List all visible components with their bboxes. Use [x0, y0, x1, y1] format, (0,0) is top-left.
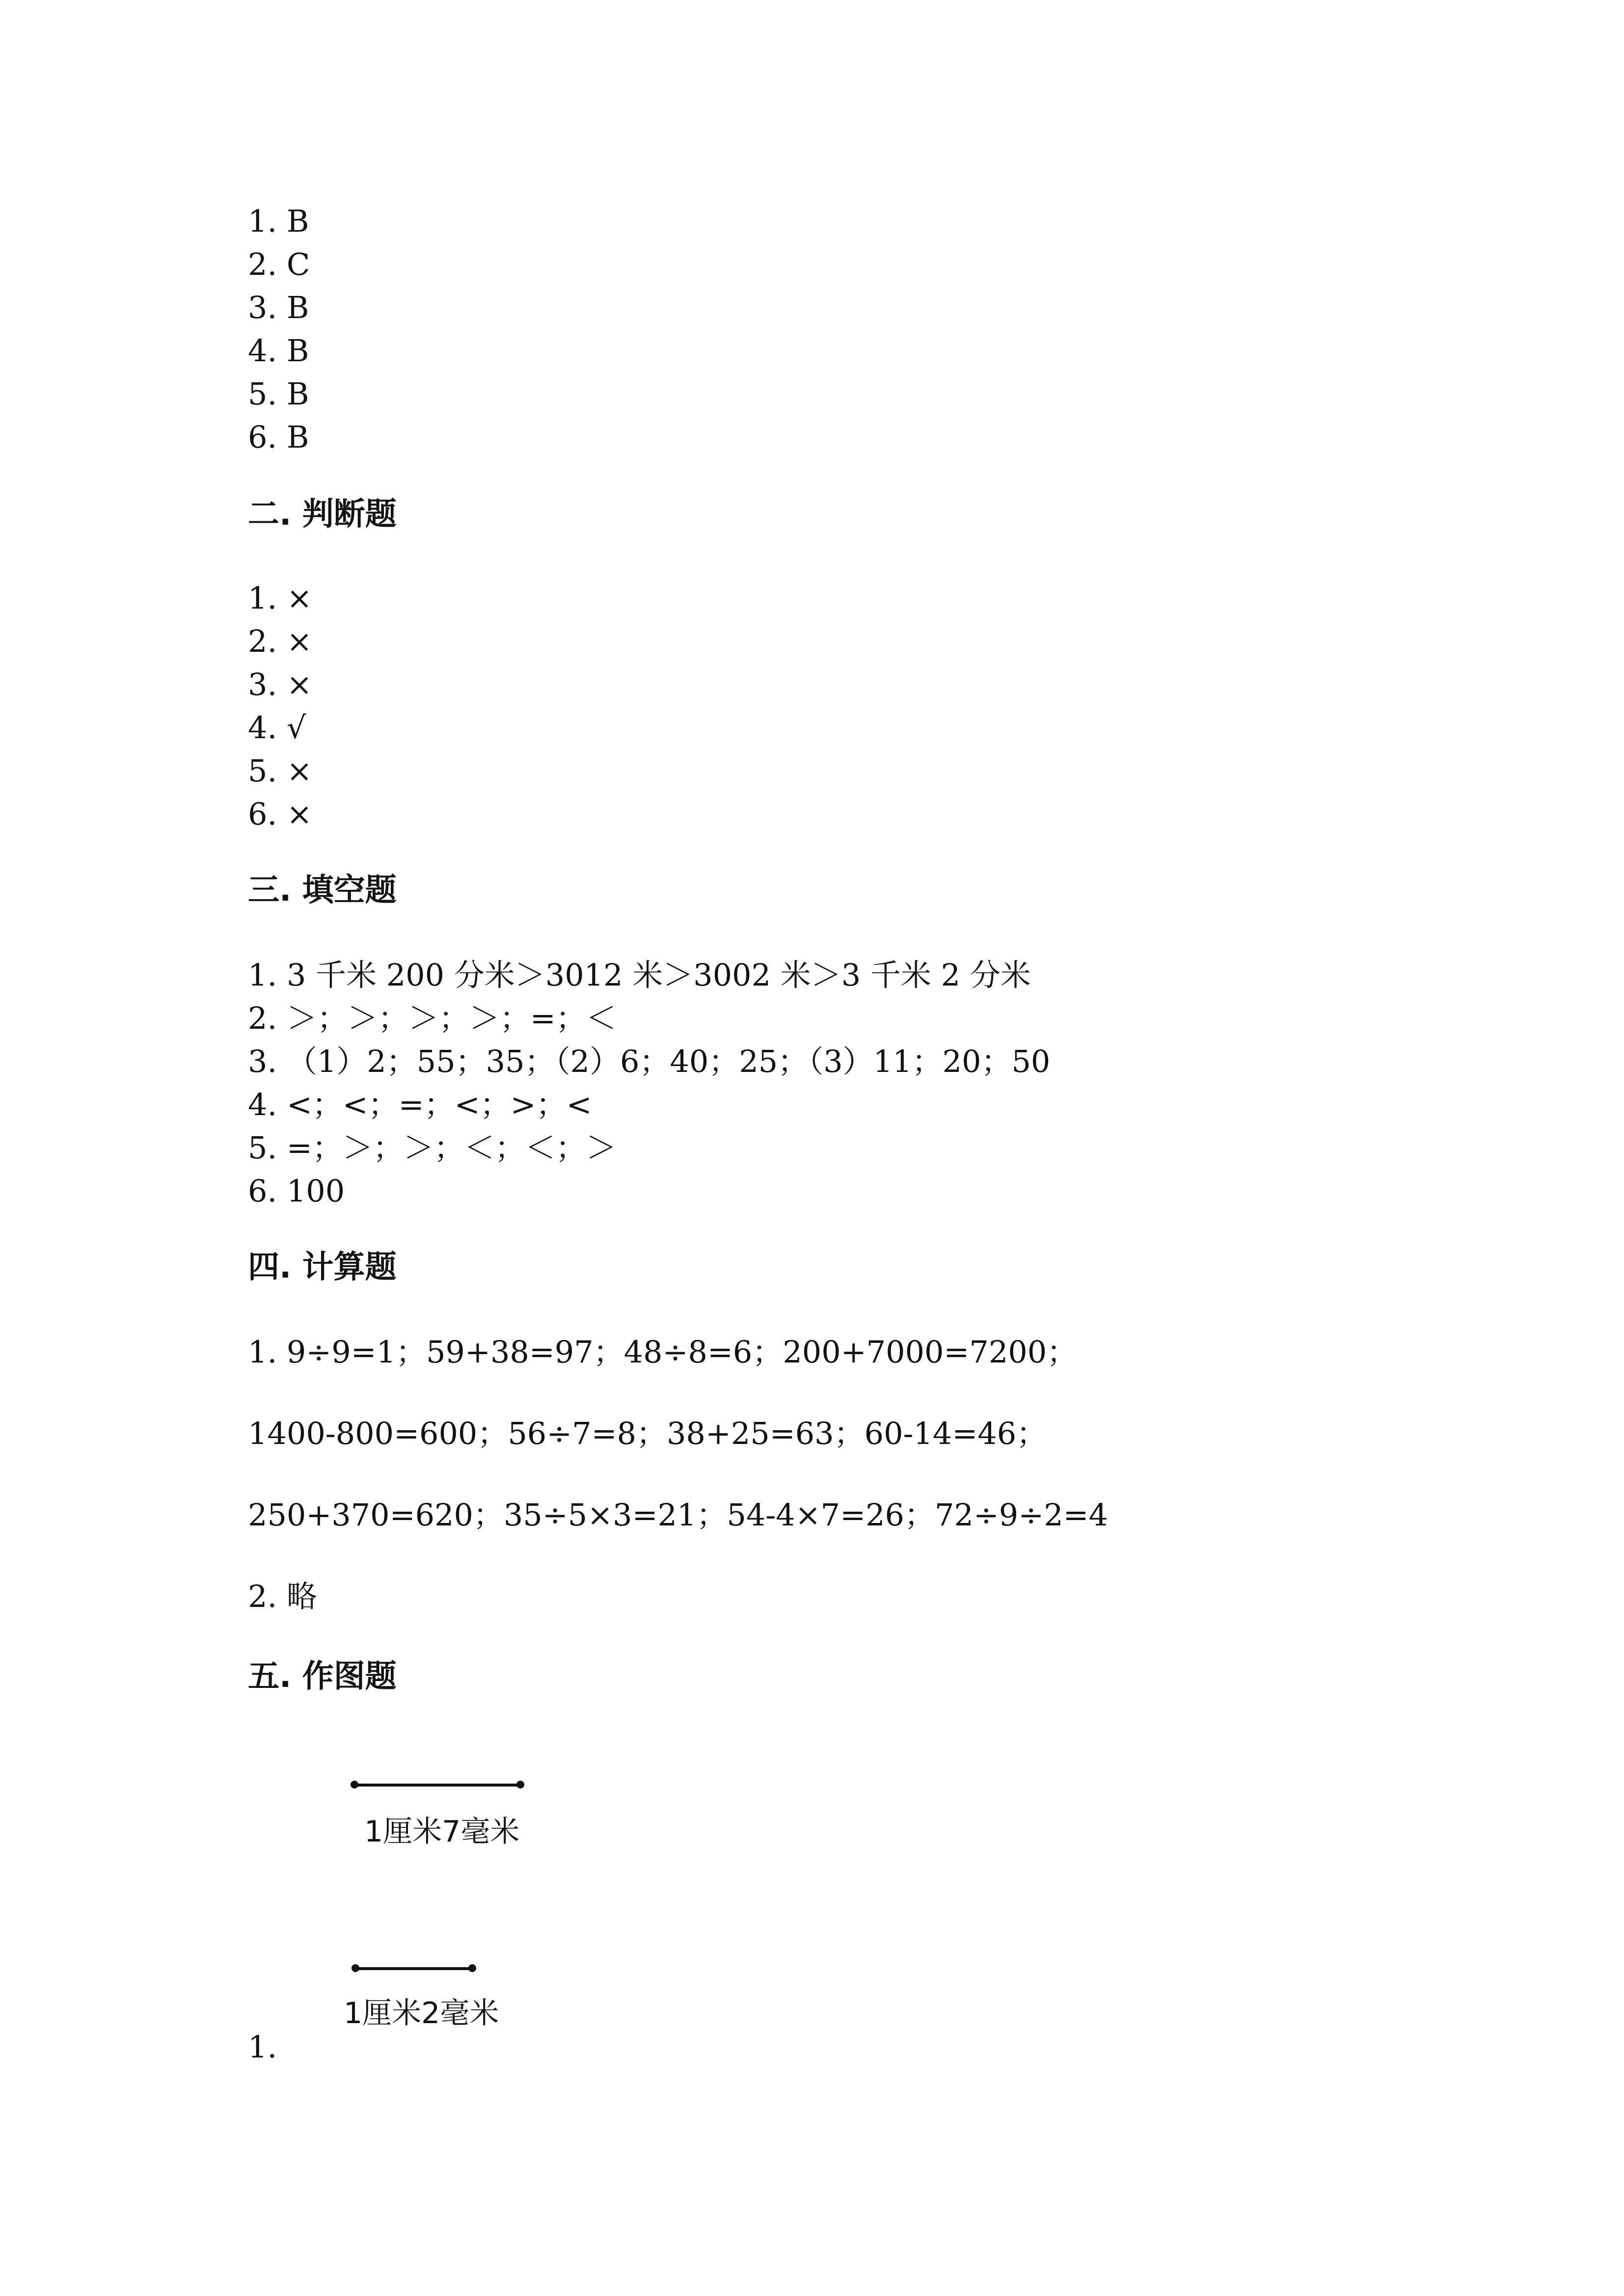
answer-2-3: 3. ×	[248, 667, 312, 702]
answer-3-5: 5. =；＞；＞；＜；＜；＞	[248, 1130, 617, 1166]
answer-4-line-3: 250+370=620；35÷5×3=21；54-4×7=26；72÷9÷2=4	[248, 1497, 1109, 1533]
answer-3-3: 3. （1）2；55；35；（2）6；40；25；（3）11；20；50	[248, 1043, 1051, 1079]
answer-4-line-4: 2. 略	[248, 1578, 317, 1614]
answer-3-4: 4. <；<；=；<；>；<	[248, 1087, 592, 1122]
segment-label-17mm: 1厘米7毫米	[364, 1815, 520, 1849]
answer-1-1: 1. B	[248, 203, 309, 239]
section-title-fill-blank: 三. 填空题	[248, 872, 397, 908]
answer-1-3: 3. B	[248, 290, 309, 325]
answer-2-2: 2. ×	[248, 623, 312, 659]
section-title-judgement: 二. 判断题	[248, 496, 397, 533]
line-segment-12mm	[355, 1967, 472, 1970]
answer-4-line-2: 1400-800=600；56÷7=8；38+25=63；60-14=46；	[248, 1415, 1047, 1451]
answer-2-1: 1. ×	[248, 580, 312, 616]
answer-3-1: 1. 3 千米 200 分米＞3012 米＞3002 米＞3 千米 2 分米	[248, 957, 1031, 993]
answer-3-2: 2. ＞；＞；＞；＞；=；＜	[248, 1000, 617, 1036]
drawing-item-number: 1.	[248, 2029, 277, 2065]
answer-1-4: 4. B	[248, 333, 309, 369]
line-segment-17mm	[354, 1784, 520, 1787]
answer-1-2: 2. C	[248, 246, 310, 282]
answer-1-6: 6. B	[248, 419, 309, 455]
segment-label-12mm: 1厘米2毫米	[344, 1996, 499, 2030]
section-title-drawing: 五. 作图题	[248, 1658, 397, 1695]
answer-4-line-1: 1. 9÷9=1；59+38=97；48÷8=6；200+7000=7200；	[248, 1334, 1078, 1370]
answer-3-6: 6. 100	[248, 1173, 345, 1209]
section-title-calculation: 四. 计算题	[248, 1249, 397, 1285]
answer-1-5: 5. B	[248, 376, 309, 412]
answer-2-6: 6. ×	[248, 796, 312, 832]
answer-2-5: 5. ×	[248, 753, 312, 789]
answer-2-4: 4. √	[248, 710, 306, 746]
